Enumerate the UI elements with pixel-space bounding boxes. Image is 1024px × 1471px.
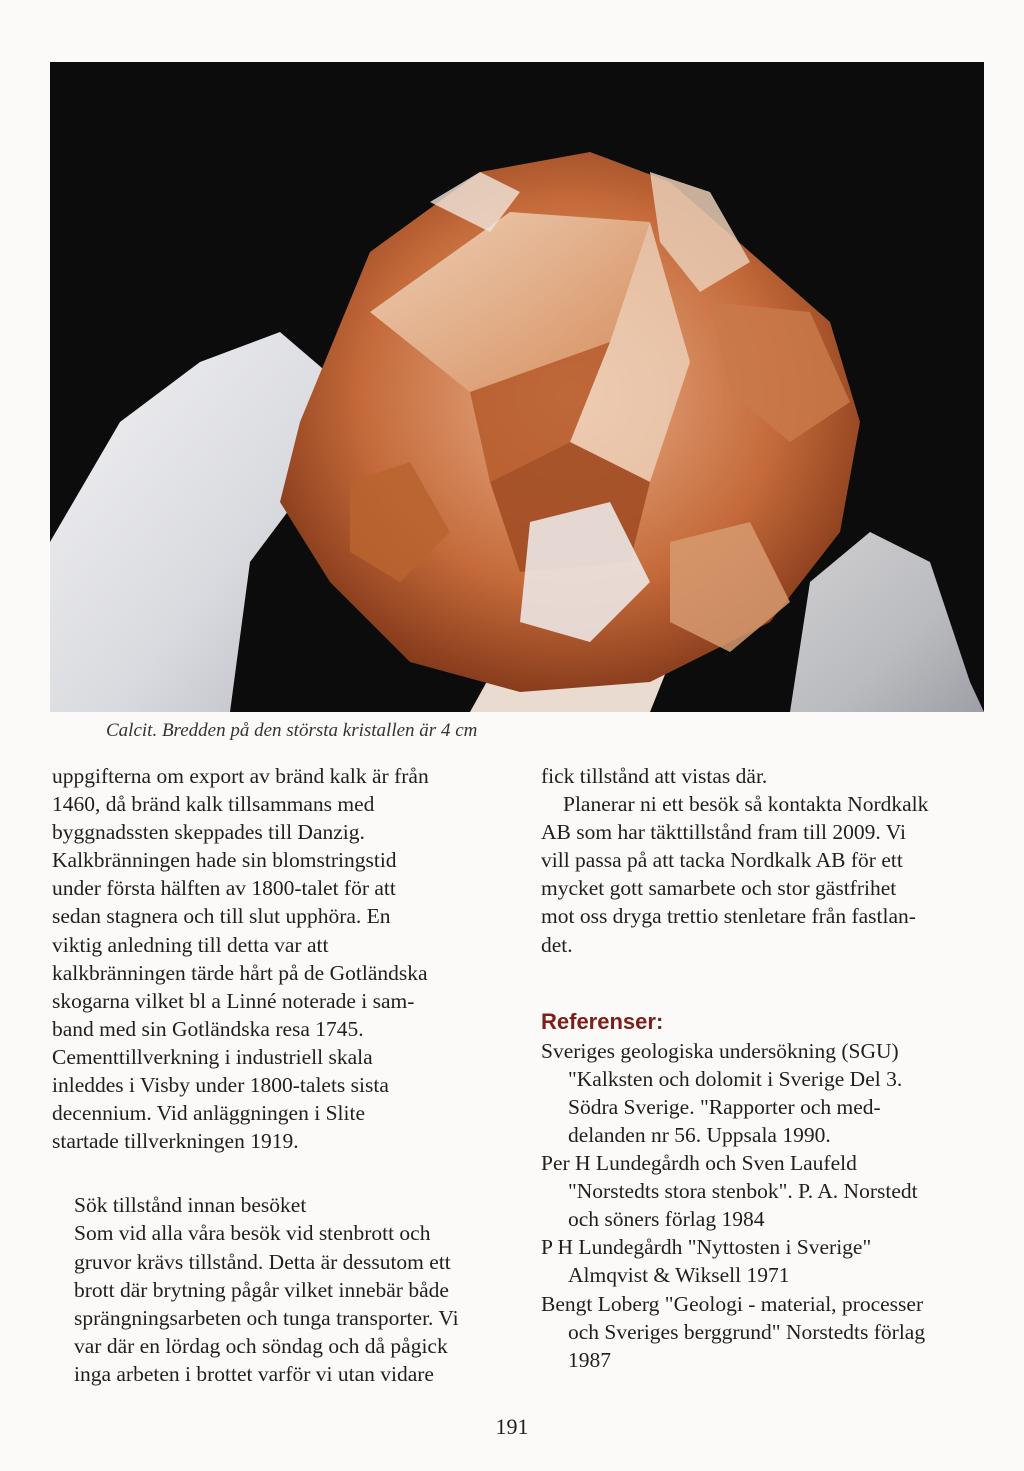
text-line: Kalkbränningen hade sin blomstringstid <box>52 848 397 873</box>
text-line: 1460, då bränd kalk tillsammans med <box>52 792 375 817</box>
left-column <box>52 762 492 1388</box>
reference-line: 1987 <box>568 1347 611 1372</box>
reference-item <box>541 1233 981 1289</box>
history-paragraph <box>52 762 492 1155</box>
text-line: Cementtillverkning i industriell skala <box>52 1044 373 1069</box>
reference-line: och Sveriges berggrund" Norstedts förlag <box>568 1319 926 1344</box>
paragraph-gap <box>52 1155 492 1191</box>
paragraph-gap <box>541 959 981 1007</box>
reference-item <box>541 1149 981 1233</box>
text-line: under första hälften av 1800-talet för att <box>52 876 396 901</box>
text-line: gruvor krävs tillstånd. Detta är dessutom ett <box>74 1249 451 1274</box>
text-line: Planerar ni ett besök så kontakta Nordkalk <box>563 792 929 817</box>
reference-item <box>541 1037 981 1149</box>
permit-paragraph <box>52 1219 492 1388</box>
text-line: skogarna vilket bl a Linné noterade i sam- <box>52 988 415 1013</box>
right-column <box>541 762 981 1374</box>
reference-line: och söners förlag 1984 <box>568 1207 765 1232</box>
reference-line: Södra Sverige. "Rapporter och med- <box>568 1094 881 1119</box>
text-line: band med sin Gotländska resa 1745. <box>52 1016 364 1041</box>
reference-first-line: P H Lundegårdh "Nyttosten i Sverige" <box>541 1235 872 1260</box>
thanks-paragraph <box>541 790 981 959</box>
text-line: brott där brytning pågår vilket innebär både <box>74 1277 449 1302</box>
text-line: mot oss dryga trettio stenletare från fastlan- <box>541 904 916 929</box>
text-line: decennium. Vid anläggningen i Slite <box>52 1101 365 1126</box>
crystal-illustration <box>50 62 984 712</box>
reference-item <box>541 1290 981 1374</box>
reference-line: "Kalksten och dolomit i Sverige Del 3. <box>568 1066 903 1091</box>
text-line: var där en lördag och söndag och då pågick <box>74 1333 448 1358</box>
reference-first-line: Per H Lundegårdh och Sven Laufeld <box>541 1151 857 1176</box>
text-line: kalkbränningen tärde hårt på de Gotländska <box>52 960 428 985</box>
references-heading: Referenser: <box>541 1008 664 1034</box>
reference-first-line: Sveriges geologiska undersökning (SGU) <box>541 1038 899 1063</box>
text-line: sprängningsarbeten och tunga transporter. Vi <box>74 1305 459 1330</box>
text-line: viktig anledning till detta var att <box>52 932 329 957</box>
text-line: Som vid alla våra besök vid stenbrott och <box>74 1221 431 1246</box>
references-list <box>541 1037 981 1374</box>
calcite-crystal-photo <box>50 62 984 712</box>
section-subheading: Sök tillstånd innan besöket <box>74 1193 307 1218</box>
text-line: byggnadssten skeppades till Danzig. <box>52 820 365 845</box>
text-line: startade tillverkningen 1919. <box>52 1129 299 1154</box>
figure-caption: Calcit. Bredden på den största kristallen är 4 cm <box>106 720 478 741</box>
page-number: 191 <box>495 1414 529 1439</box>
reference-line: "Norstedts stora stenbok". P. A. Norstedt <box>568 1179 918 1204</box>
text-line: AB som har täkttillstånd fram till 2009. Vi <box>541 820 906 845</box>
reference-first-line: Bengt Loberg "Geologi - material, processer <box>541 1291 924 1316</box>
text-line: mycket gott samarbete och stor gästfrihet <box>541 876 897 901</box>
reference-line: delanden nr 56. Uppsala 1990. <box>568 1122 831 1147</box>
text-line: inga arbeten i brottet varför vi utan vidare <box>74 1361 434 1386</box>
text-line: vill passa på att tacka Nordkalk AB för ett <box>541 848 903 873</box>
text-line: det. <box>541 932 573 957</box>
text-line: sedan stagnera och till slut upphöra. En <box>52 904 391 929</box>
text-line: uppgifterna om export av bränd kalk är från <box>52 764 429 788</box>
text-line: fick tillstånd att vistas där. <box>541 764 768 788</box>
text-line: inleddes i Visby under 1800-talets sista <box>52 1073 389 1098</box>
reference-line: Almqvist & Wiksell 1971 <box>568 1263 790 1288</box>
